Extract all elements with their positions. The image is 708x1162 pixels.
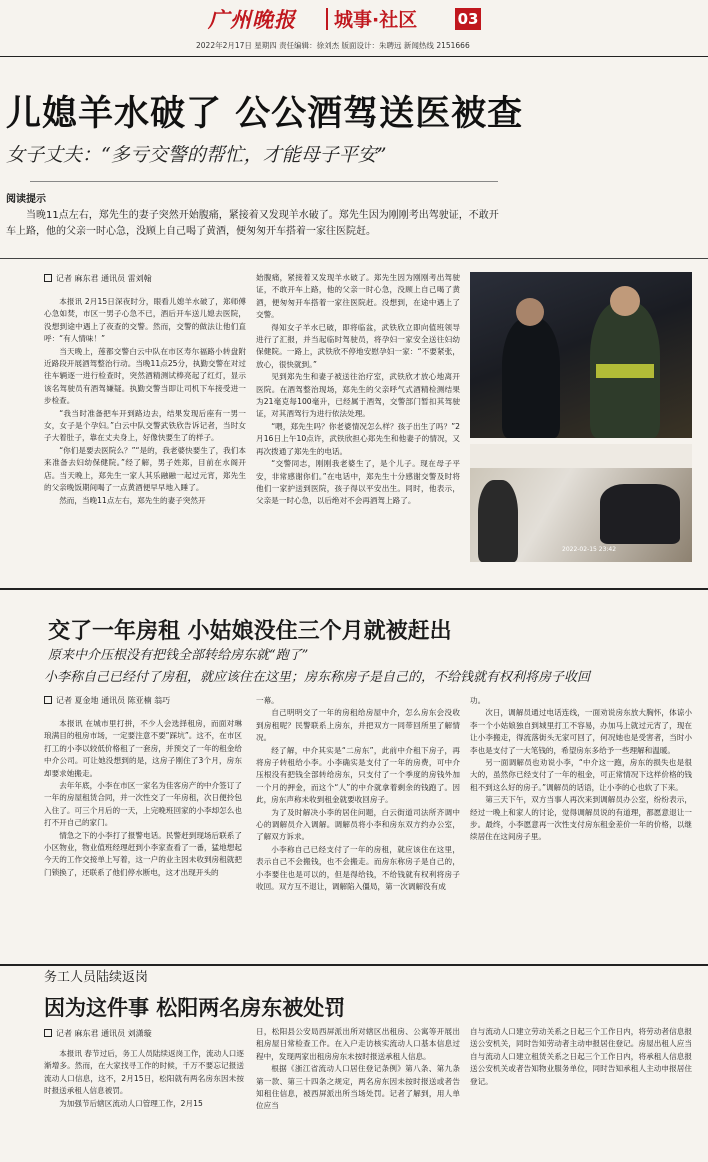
paragraph: 本报讯 在城市里打拼，不少人会选择租房，而面对琳琅满目的租房市场，一定要注意不要“踩坑”。这不，在市区打工的小李以较低价格租了一套房，并预交了一年的租金给中介公司。可让她没想到的是，这房子刚住了3个月，房东却要求她搬走。 xyxy=(44,719,242,778)
paragraph: 然而，当晚11点左右，郑先生的妻子突然开 xyxy=(59,495,206,505)
story2-column-3 xyxy=(470,695,692,957)
story1-subheadline: 女子丈夫：“多亏交警的帮忙，才能母子平安” xyxy=(6,144,387,166)
paragraph: “我当时准备把车开到路边去，结果发现后座有一男一女，女子是个孕妇。”白云中队交警武铁欣告诉记者，当时女子大着肚子，靠在丈夫身上，好像快要生了的样子。 xyxy=(44,408,246,443)
byline-square-icon xyxy=(44,696,52,704)
story1-byline-text: 记者 麻东君 通讯员 雷刘翰 xyxy=(56,274,152,283)
paragraph: “交警同志，刚刚我老婆生了，是个儿子。现在母子平安，非常感谢你们。”在电话中，郑先生十分感谢交警及时将他们一家护送到医院，孩子得以平安出生。同时，他表示，父亲是一时心急，以后绝对不会再酒驾上路了。 xyxy=(256,459,460,506)
paragraph: 第三天下午，双方当事人再次来到调解员办公室，纷纷表示，经过一晚上和家人的讨论，觉得调解员说的有道理，都愿意退让一步。最终，小李愿意再一次性支付房东租金差价一年的价格，以继续居住在这间房子里。 xyxy=(470,795,692,842)
newspaper-logo: 广州晚报 xyxy=(208,7,296,32)
lead-rule xyxy=(0,258,708,259)
page-number-badge: 03 xyxy=(455,8,481,30)
paragraph: 去年年底，小李在市区一家名为佳客房产的中介签订了一年的房屋租赁合同，并一次性交了一年房租，次日便拎包入住了。可三个月后的一天，上完晚班回家的小李却怎么也打不开自己的家门。 xyxy=(44,781,242,828)
story3-kicker: 务工人员陆续返岗 xyxy=(44,970,149,985)
paragraph: 本报讯 2月15日深夜时分，眼看儿媳羊水破了，郑师傅心急如焚，市区一男子心急不已，酒后开车送儿媳去医院，没想到途中遇上了夜查的交警。然而，交警的做法让他们直呼：“有人情味！” xyxy=(44,297,246,344)
paragraph: 次日，调解员通过电话连线，一面劝说房东放大胸怀，体谅小李一个小姑娘独自到城里打工不容易，办加马上就过元宵了，现在让小李搬走，得流落街头无家可回了，何况她也是受害者，当时小李也是支付了一大笔钱的，希望房东多给予一些理解和温暖。 xyxy=(470,708,692,755)
photo-figure-right xyxy=(600,484,680,544)
story2-subheadline-1: 原来中介压根没有把钱全部转给房东就“跑了” xyxy=(48,648,309,663)
paragraph: 为加强节后辖区流动人口管理工作，2月15 xyxy=(59,1098,203,1108)
photo-ceiling xyxy=(470,444,692,468)
story1-rule xyxy=(30,181,498,182)
photo-figure-driver xyxy=(502,318,560,438)
paragraph: 本报讯 春节过后，务工人员陆续返岗工作，流动人口逐渐增多。然而，在大家找寻工作的时候，千万不要忘记报送流动人口信息，这不，2月15日，松阳就有两名房东因未按时报送承租人信息被罚。 xyxy=(44,1049,244,1096)
paragraph: 功。 xyxy=(470,696,486,705)
paragraph: 小李称自己已经支付了一年的房租，就应该住在这里，表示自己不会搬钱，也不会搬走。而房东称房子是自己的，小李要住也是可以的，但是得给钱，不给钱就有权利将房子收回。双方互不退让，调解陷入僵局，第一次调解没有成 xyxy=(256,844,460,892)
photo-officer-head xyxy=(610,286,640,316)
paragraph: 始腹痛，紧接着又发现羊水破了。郑先生因为刚刚考出驾驶证，不敢开车上路，他的父亲一时心急，没顾上自己喝了黄酒，便匆匆开车搭着一家往医院赶。没想到，在途中遇上了交警。 xyxy=(256,273,460,320)
story3-column-1 xyxy=(44,1048,244,1156)
reflective-vest-stripe xyxy=(596,364,654,378)
paragraph: 情急之下的小李打了报警电话。民警赶到现场后联系了小区物业，物业值班经理赶到小李家查看了一番，猛地想起今天的工作交接单上写着，这一户的业主因未收到房租就把门锁换了，还联系了他们停水断电，这才出现开头的 xyxy=(44,830,242,877)
story2-byline-text: 记者 夏金地 通讯员 陈亚楠 翁巧 xyxy=(56,696,171,705)
byline-square-icon xyxy=(44,1029,52,1037)
paragraph: 得知女子羊水已破，即将临盆，武铁欣立即向值班领导进行了汇报，并当起临时驾驶员，将孕妇一家安全送往妇幼保健院。一路上，武铁欣不停地安慰孕妇一家：“不要紧张，放心，很快就到。” xyxy=(256,322,460,369)
story3-byline xyxy=(44,1028,152,1039)
story2-subheadline-2: 小李称自己已经付了房租，就应该住在这里；房东称房子是自己的，不给钱就有权利将房子收回 xyxy=(44,670,591,685)
paragraph: 自己明明交了一年的房租给房屋中介，怎么房东会没收到房租呢？民警联系上房东，并把双方一同带回所里了解情况。 xyxy=(256,708,460,743)
lead-label: 阅读提示 xyxy=(6,194,46,205)
photo-figure-left xyxy=(478,480,518,562)
story2-column-2 xyxy=(256,695,460,957)
paragraph: 为了及时解决小李的居住问题，白云街道司法所齐调中心的调解员介入调解。调解员将小李和房东双方约办公室，了解双方诉求。 xyxy=(256,807,460,842)
paragraph: 一幕。 xyxy=(256,696,279,705)
paragraph: “喂，郑先生吗？你老婆情况怎么样？孩子出生了吗？”2月16日上午10点许，武铁欣担心郑先生和他妻子的情况，又再次拨通了郑先生的电话。 xyxy=(256,421,460,456)
story1-headline: 儿媳羊水破了 公公酒驾送医被查 xyxy=(6,94,524,134)
dateline: 2022年2月17日 星期四 责任编辑：徐刘杰 版面设计：朱聘远 新闻热线 2151666 xyxy=(196,41,470,50)
story1-column-1 xyxy=(44,296,246,580)
paragraph: 经了解，中介其实是“二房东”，此前中介租下房子，再将房子转租给小李。小李确实是支付了一年的房费，可中介压根没有把钱全部转给房东，只支付了一个季度的房钱外加一个月的押金，而这个“人”的中介就拿着剩余的钱跑了。因此，房东声称未收到租金就要收回房子。 xyxy=(256,745,460,805)
paragraph: 见到郑先生和妻子被送往治疗室，武铁欣才放心地离开医院。在酒驾整治现场，郑先生的父亲呼气式酒精检测结果为21毫克每100毫升，已经属于酒驾，交警部门暂扣其驾驶证，对其酒驾行为进行依法处理。 xyxy=(256,372,460,419)
paragraph: 自与流动人口建立劳动关系之日起三个工作日内，将劳动者信息报送公安机关，同时告知劳动者主动申报居住登记。房屋出租人应当自与流动人口建立租赁关系之日起三个工作日内，将承租人信息报送公安机关或者告知物业服务单位，同时告知承租人主动申报居住登记。 xyxy=(470,1027,692,1086)
photo-traffic-police-breathalyzer xyxy=(470,272,692,438)
paragraph: 日，松阳县公安局西屏派出所对辖区出租房、公寓等开展出租房屋日常检查工作。在入户走访核实流动人口基本信息过程中，发现两家出租房房东未按时报送承租人信息。 xyxy=(256,1027,460,1061)
story3-byline-text: 记者 麻东君 通讯员 刘潇璇 xyxy=(56,1029,152,1038)
top-rule xyxy=(0,56,708,57)
story3-headline: 因为这件事 松阳两名房东被处罚 xyxy=(44,996,346,1020)
paragraph: 根据《浙江省流动人口居住登记条例》第八条、第九条第一款、第三十四条之规定，两名房东因未按时报送或者告知租住信息，被西屏派出所当场处罚。记者了解到，用人单位应当 xyxy=(256,1064,460,1111)
story2-byline xyxy=(44,695,170,706)
photo-timestamp: 2022-02-15 23:42 xyxy=(562,546,617,553)
byline-square-icon xyxy=(44,274,52,282)
paragraph: 当天晚上，莲都交警白云中队在市区寿尔福路小转盘附近路段开展酒驾整治行动。当晚11点25分，执勤交警在对过往车辆逐一进行检查时，突然酒精测试棒亮起了红灯，显示该名驾驶员有酒驾嫌疑。执勤交警当即让司机下车接受进一步检查。 xyxy=(44,346,246,406)
story1-column-2 xyxy=(256,272,460,578)
masthead xyxy=(0,0,708,40)
section-title: 城事·社区 xyxy=(334,9,418,31)
photo-driver-head xyxy=(516,298,544,326)
paragraph: 另一面调解员也劝说小李，“中介这一跑，房东的损失也是很大的，虽然你已经支付了一年的租金，可正常情况下这样价格的钱租不到这么好的房子。”调解员的话语，让小李的心也软了下来。 xyxy=(470,758,692,792)
story3-column-3 xyxy=(470,1026,692,1156)
story2-top-rule xyxy=(0,588,708,590)
photo-hospital-corridor xyxy=(470,444,692,562)
story3-column-2 xyxy=(256,1026,460,1156)
masthead-divider xyxy=(326,8,328,30)
story2-column-1 xyxy=(44,718,242,958)
story1-lead: 当晚11点左右，郑先生的妻子突然开始腹痛，紧接着又发现羊水破了。郑先生因为刚刚考出驾驶证，不敢开车上路，他的父亲一时心急，没顾上自己喝了黄酒，便匆匆开车搭着一家往医院赶。 xyxy=(6,210,499,237)
story2-headline: 交了一年房租 小姑娘没住三个月就被赶出 xyxy=(48,619,452,644)
paragraph: “你们是要去医院么？”“是的，我老婆快要生了，我们本来准备去妇幼保健院。”经了解，男子姓郑，目前在水阁开店。当天晚上，郑先生一家人其乐融融一起过元宵，郑先生的父亲晚饭期间喝了一点黄酒便早早地入睡了。 xyxy=(44,445,246,493)
story1-byline xyxy=(44,273,152,284)
